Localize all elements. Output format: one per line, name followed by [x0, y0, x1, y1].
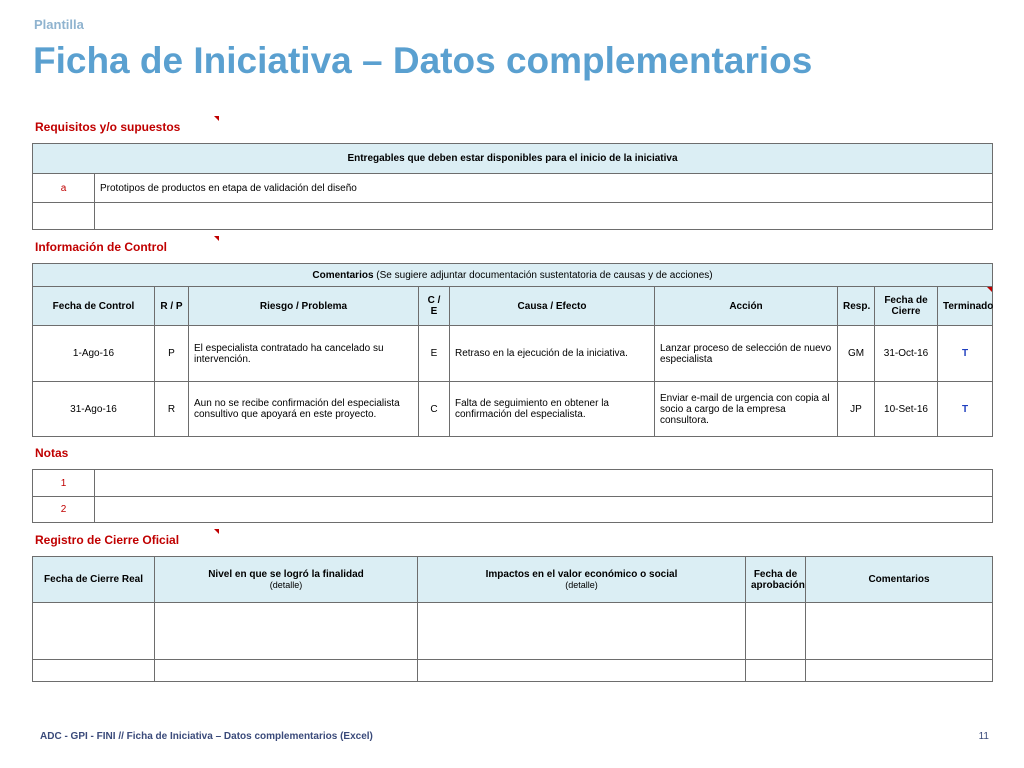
- cell-riesgo[interactable]: El especialista contratado ha cancelado su intervención.: [189, 326, 419, 382]
- cell-riesgo[interactable]: Aun no se recibe confirmación del especialista consultivo que apoyará en este proyecto.: [189, 382, 419, 437]
- col-ce-top: C /: [427, 295, 441, 306]
- col-impactos: [418, 557, 746, 603]
- col-fecha-control: Fecha de Control: [33, 287, 155, 326]
- cell-terminado[interactable]: T: [938, 326, 993, 382]
- cell-accion[interactable]: Lanzar proceso de selección de nuevo especialista: [655, 326, 838, 382]
- col-terminado: [938, 287, 993, 326]
- control-table: [32, 263, 993, 437]
- col-fecha-cierre-real: Fecha de Cierre Real: [33, 557, 155, 603]
- requisitos-key[interactable]: [33, 203, 95, 230]
- cell-empty[interactable]: [806, 603, 993, 660]
- cell-fecha[interactable]: 1-Ago-16: [33, 326, 155, 382]
- col-nivel-sub: (detalle): [269, 580, 303, 590]
- comments-header-bold: Comentarios: [312, 269, 374, 281]
- cell-cierre[interactable]: 31-Oct-16: [875, 326, 938, 382]
- cierre-table: [32, 556, 993, 682]
- cell-ce[interactable]: E: [419, 326, 450, 382]
- col-rp: R / P: [155, 287, 189, 326]
- cell-empty[interactable]: [155, 603, 418, 660]
- cell-accion[interactable]: Enviar e-mail de urgencia con copia al socio a cargo de la empresa consultora.: [655, 382, 838, 437]
- nota-key[interactable]: 1: [33, 470, 95, 497]
- cell-empty[interactable]: [418, 660, 746, 682]
- footer-text: ADC - GPI - FINI // Ficha de Iniciativa – Datos complementarios (Excel): [40, 731, 373, 742]
- comment-marker: [987, 287, 992, 292]
- col-riesgo: Riesgo / Problema: [189, 287, 419, 326]
- cell-empty[interactable]: [746, 603, 806, 660]
- comments-header-note: (Se sugiere adjuntar documentación sustentatoria de causas y de acciones): [376, 269, 713, 281]
- comment-marker: [214, 529, 219, 534]
- requisitos-table: [32, 143, 993, 230]
- col-nivel-label: Nivel en que se logró la finalidad: [208, 569, 364, 580]
- requisitos-key[interactable]: a: [33, 174, 95, 203]
- col-accion: Acción: [655, 287, 838, 326]
- col-aprob-bottom: aprobación: [751, 579, 805, 591]
- section-title-notas: Notas: [35, 446, 69, 460]
- notas-table: [32, 469, 993, 523]
- col-fecha-aprobacion: [746, 557, 806, 603]
- nota-text[interactable]: [95, 470, 993, 497]
- cell-rp[interactable]: R: [155, 382, 189, 437]
- table-row: [33, 382, 993, 437]
- cell-causa[interactable]: Falta de seguimiento en obtener la confirmación del especialista.: [450, 382, 655, 437]
- table-row: [33, 603, 993, 660]
- table-row: [33, 326, 993, 382]
- overline-label: Plantilla: [34, 17, 84, 32]
- page-title: Ficha de Iniciativa – Datos complementarios: [33, 40, 813, 81]
- section-title-requisitos: Requisitos y/o supuestos: [35, 120, 181, 134]
- cell-cierre[interactable]: 10-Set-16: [875, 382, 938, 437]
- cell-rp[interactable]: P: [155, 326, 189, 382]
- col-cierre-bottom: Cierre: [891, 306, 921, 317]
- cell-empty[interactable]: [33, 603, 155, 660]
- col-nivel: [155, 557, 418, 603]
- col-fecha-cierre: [875, 287, 938, 326]
- section-title-control: Información de Control: [35, 240, 167, 254]
- cell-terminado[interactable]: T: [938, 382, 993, 437]
- requisitos-header: Entregables que deben estar disponibles para el inicio de la iniciativa: [33, 144, 993, 174]
- col-impactos-sub: (detalle): [565, 580, 598, 590]
- comment-marker: [214, 116, 219, 121]
- cell-empty[interactable]: [746, 660, 806, 682]
- section-title-cierre: Registro de Cierre Oficial: [35, 533, 180, 547]
- table-row: [33, 660, 993, 682]
- cell-empty[interactable]: [155, 660, 418, 682]
- cell-resp[interactable]: GM: [838, 326, 875, 382]
- nota-key[interactable]: 2: [33, 497, 95, 523]
- page-number: 11: [978, 731, 989, 742]
- col-aprob-top: Fecha de: [753, 568, 798, 580]
- col-cierre-top: Fecha de: [884, 295, 928, 306]
- requisitos-text[interactable]: Prototipos de productos en etapa de validación del diseño: [95, 174, 993, 203]
- requisitos-text[interactable]: [95, 203, 993, 230]
- col-ce-bottom: E: [430, 306, 438, 317]
- col-comentarios: Comentarios: [806, 557, 993, 603]
- comment-marker: [214, 236, 219, 241]
- comments-header: [33, 264, 993, 287]
- cell-empty[interactable]: [806, 660, 993, 682]
- cell-empty[interactable]: [418, 603, 746, 660]
- cell-fecha[interactable]: 31-Ago-16: [33, 382, 155, 437]
- col-impactos-label: Impactos en el valor económico o social: [485, 569, 678, 580]
- nota-text[interactable]: [95, 497, 993, 523]
- col-terminado-label: Terminado: [943, 300, 994, 312]
- col-resp: Resp.: [838, 287, 875, 326]
- col-ce: [419, 287, 450, 326]
- cell-ce[interactable]: C: [419, 382, 450, 437]
- cell-resp[interactable]: JP: [838, 382, 875, 437]
- cell-causa[interactable]: Retraso en la ejecución de la iniciativa.: [450, 326, 655, 382]
- col-causa: Causa / Efecto: [450, 287, 655, 326]
- cell-empty[interactable]: [33, 660, 155, 682]
